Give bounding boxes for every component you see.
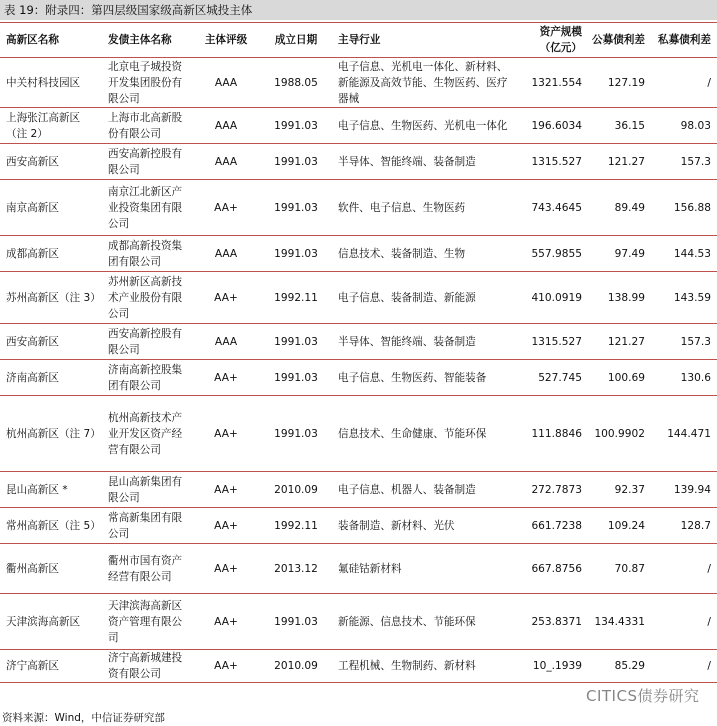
cell-date: 1988.05 [260,58,332,108]
table-row [0,324,717,360]
cell-public-spread: 121.27 [588,324,651,360]
cell-issuer: 昆山高新集团有限公司 [102,472,192,508]
table-caption: 表 19：附录四：第四层级国家级高新区城投主体 [0,0,717,20]
cell-rating: AA+ [192,360,260,396]
cell-public-spread: 36.15 [588,108,651,144]
cell-public-spread: 121.27 [588,144,651,180]
header-assets: 资产规模（亿元） [522,23,588,58]
cell-industry: 信息技术、装备制造、生物 [332,236,522,272]
cell-private-spread: / [651,544,717,594]
cell-assets: 272.7873 [522,472,588,508]
cell-date: 2010.09 [260,650,332,683]
table-row [0,650,717,683]
cell-zone: 衢州高新区 [0,544,102,594]
cell-industry: 电子信息、生物医药、光机电一体化 [332,108,522,144]
cell-industry: 电子信息、机器人、装备制造 [332,472,522,508]
cell-private-spread: 157.3 [651,324,717,360]
cell-public-spread: 92.37 [588,472,651,508]
cell-private-spread: 139.94 [651,472,717,508]
cell-date: 2010.09 [260,472,332,508]
cell-issuer: 杭州高新技术产业开发区资产经营有限公司 [102,396,192,472]
cell-zone: 南京高新区 [0,180,102,236]
cell-industry: 氟硅钴新材料 [332,544,522,594]
cell-rating: AAA [192,236,260,272]
cell-zone: 天津滨海高新区 [0,594,102,650]
cell-zone: 昆山高新区 * [0,472,102,508]
cell-private-spread: 143.59 [651,272,717,324]
cell-rating: AAA [192,144,260,180]
cell-date: 1991.03 [260,594,332,650]
cell-issuer: 常高新集团有限公司 [102,508,192,544]
header-date: 成立日期 [260,23,332,58]
cell-private-spread: / [651,58,717,108]
cell-assets: 667.8756 [522,544,588,594]
cell-assets: 111.8846 [522,396,588,472]
cell-date: 1992.11 [260,272,332,324]
header-private-spread: 私募债利差 [651,23,717,58]
cell-industry: 电子信息、装备制造、新能源 [332,272,522,324]
table-row [0,396,717,472]
cell-issuer: 济宁高新城建投资有限公司 [102,650,192,683]
cell-rating: AA+ [192,508,260,544]
header-public-spread: 公募债利差 [588,23,651,58]
cell-industry: 半导体、智能终端、装备制造 [332,144,522,180]
cell-public-spread: 100.69 [588,360,651,396]
cell-rating: AA+ [192,396,260,472]
cell-date: 1991.03 [260,360,332,396]
table-row [0,594,717,650]
cell-issuer: 西安高新控股有限公司 [102,144,192,180]
cell-assets: 743.4645 [522,180,588,236]
cell-assets: 410.0919 [522,272,588,324]
cell-industry: 装备制造、新材料、光伏 [332,508,522,544]
cell-zone: 成都高新区 [0,236,102,272]
table-row [0,272,717,324]
cell-issuer: 衢州市国有资产经营有限公司 [102,544,192,594]
header-issuer: 发债主体名称 [102,23,192,58]
table-row [0,236,717,272]
table-row [0,144,717,180]
cell-private-spread: 98.03 [651,108,717,144]
cell-zone: 中关村科技园区 [0,58,102,108]
cell-issuer: 济南高新控股集团有限公司 [102,360,192,396]
cell-assets: 661.7238 [522,508,588,544]
cell-public-spread: 109.24 [588,508,651,544]
cell-public-spread: 134.4331 [588,594,651,650]
cell-rating: AA+ [192,594,260,650]
cell-rating: AAA [192,108,260,144]
cell-zone: 济南高新区 [0,360,102,396]
cell-private-spread: 130.6 [651,360,717,396]
cell-issuer: 南京江北新区产业投资集团有限公司 [102,180,192,236]
cell-assets: 196.6034 [522,108,588,144]
cell-assets: 253.8371 [522,594,588,650]
cell-date: 1991.03 [260,324,332,360]
cell-public-spread: 138.99 [588,272,651,324]
cell-assets: 557.9855 [522,236,588,272]
cell-date: 1992.11 [260,508,332,544]
cell-private-spread: 156.88 [651,180,717,236]
cell-industry: 信息技术、生命健康、节能环保 [332,396,522,472]
cell-public-spread: 97.49 [588,236,651,272]
data-table [0,22,717,683]
cell-industry: 电子信息、生物医药、智能装备 [332,360,522,396]
cell-issuer: 成都高新投资集团有限公司 [102,236,192,272]
cell-zone: 西安高新区 [0,324,102,360]
cell-private-spread: 144.471 [651,396,717,472]
table-row [0,544,717,594]
cell-private-spread: / [651,650,717,683]
cell-industry: 新能源、信息技术、节能环保 [332,594,522,650]
header-industry: 主导行业 [332,23,522,58]
cell-industry: 电子信息、光机电一体化、新材料、新能源及高效节能、生物医药、医疗器械 [332,58,522,108]
cell-private-spread: 157.3 [651,144,717,180]
cell-rating: AA+ [192,544,260,594]
cell-rating: AA+ [192,272,260,324]
cell-zone: 西安高新区 [0,144,102,180]
cell-date: 1991.03 [260,180,332,236]
cell-zone: 苏州高新区（注 3） [0,272,102,324]
watermark: CITICS债券研究 [586,687,700,705]
cell-assets: 1315.527 [522,324,588,360]
cell-date: 1991.03 [260,144,332,180]
cell-rating: AA+ [192,472,260,508]
cell-issuer: 西安高新控股有限公司 [102,324,192,360]
cell-assets: 1315.527 [522,144,588,180]
cell-zone: 济宁高新区 [0,650,102,683]
cell-date: 2013.12 [260,544,332,594]
cell-date: 1991.03 [260,396,332,472]
cell-public-spread: 85.29 [588,650,651,683]
cell-industry: 工程机械、生物制药、新材料 [332,650,522,683]
table-row [0,180,717,236]
cell-rating: AAA [192,324,260,360]
table-row [0,508,717,544]
cell-industry: 软件、电子信息、生物医药 [332,180,522,236]
cell-assets: 10_.1939 [522,650,588,683]
cell-rating: AAA [192,58,260,108]
cell-zone: 杭州高新区（注 7） [0,396,102,472]
cell-public-spread: 89.49 [588,180,651,236]
cell-industry: 半导体、智能终端、装备制造 [332,324,522,360]
cell-zone: 上海张江高新区（注 2） [0,108,102,144]
cell-private-spread: 144.53 [651,236,717,272]
table-row [0,472,717,508]
header-row [0,23,717,58]
cell-issuer: 上海市北高新股份有限公司 [102,108,192,144]
cell-private-spread: / [651,594,717,650]
table-row [0,108,717,144]
cell-date: 1991.03 [260,236,332,272]
header-rating: 主体评级 [192,23,260,58]
cell-assets: 527.745 [522,360,588,396]
cell-issuer: 天津滨海高新区资产管理有限公司 [102,594,192,650]
cell-private-spread: 128.7 [651,508,717,544]
cell-public-spread: 70.87 [588,544,651,594]
source-note: 资料来源：Wind，中信证券研究部 [2,712,165,724]
cell-issuer: 苏州新区高新技术产业股份有限公司 [102,272,192,324]
cell-issuer: 北京电子城投资开发集团股份有限公司 [102,58,192,108]
header-zone: 高新区名称 [0,23,102,58]
table-row [0,360,717,396]
cell-zone: 常州高新区（注 5） [0,508,102,544]
cell-date: 1991.03 [260,108,332,144]
cell-assets: 1321.554 [522,58,588,108]
cell-rating: AA+ [192,180,260,236]
cell-public-spread: 127.19 [588,58,651,108]
cell-rating: AA+ [192,650,260,683]
table-row [0,58,717,108]
cell-public-spread: 100.9902 [588,396,651,472]
